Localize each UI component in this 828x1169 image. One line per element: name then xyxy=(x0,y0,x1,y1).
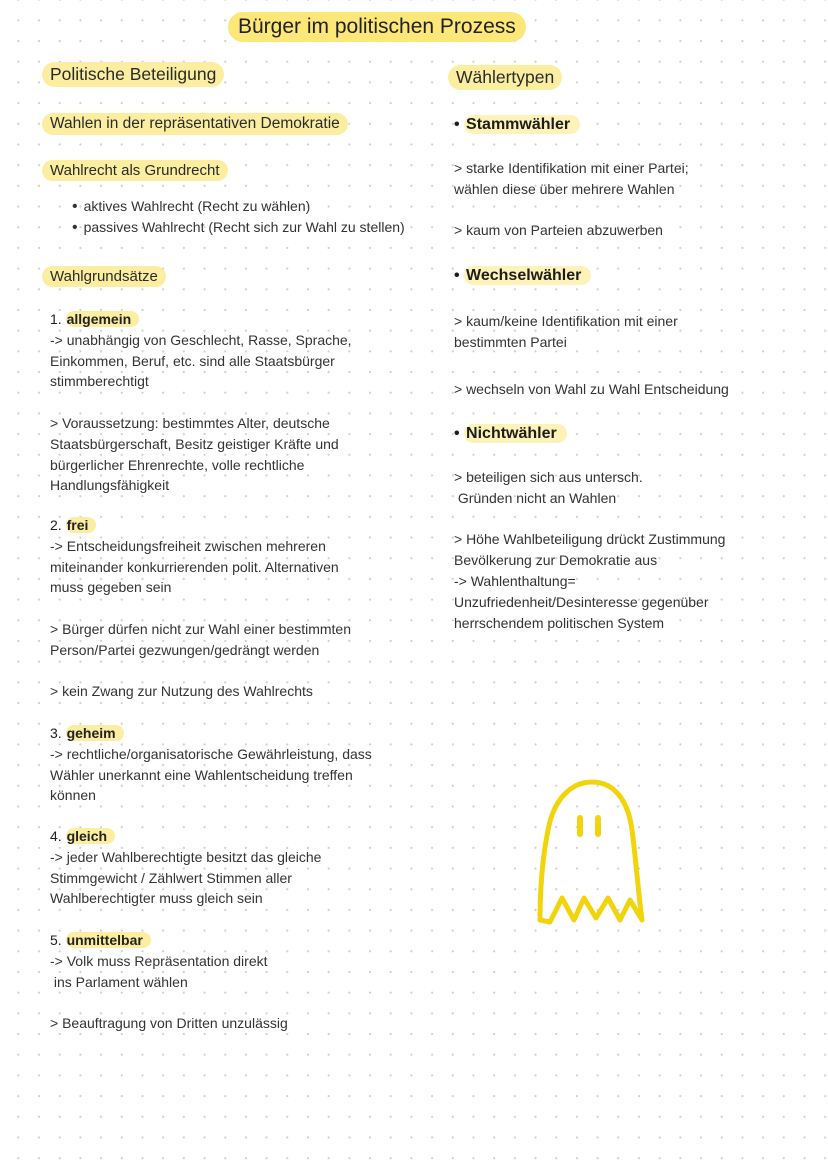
text-line: miteinander konkurrierenden polit. Alternativen xyxy=(50,558,339,575)
waehlertyp-nichtwaehler xyxy=(454,425,794,633)
text-line: > kaum von Parteien abzuwerben xyxy=(454,222,663,239)
text-line: Stimmgewicht / Zählwert Stimmen aller xyxy=(50,869,292,886)
grundsatz-title: 5. unmittelbar xyxy=(50,930,430,951)
text-line: > Beauftragung von Dritten unzulässig xyxy=(50,1015,288,1032)
text-line: -> rechtliche/organisatorische Gewährleistung, dass xyxy=(50,745,372,762)
text-line: herrschendem politischen System xyxy=(454,614,665,631)
text-line xyxy=(50,661,430,682)
heading-wahlgrundsaetze: Wahlgrundsätze xyxy=(42,266,166,287)
text-line xyxy=(454,509,794,530)
text-line: Wahlberechtigter muss gleich sein xyxy=(50,890,263,907)
heading-wahlrecht-grundrecht: Wahlrecht als Grundrecht xyxy=(42,160,228,181)
waehlertyp-title: • Nichtwähler xyxy=(454,425,794,443)
page-title: Bürger im politischen Prozess xyxy=(228,12,526,42)
text-line: -> jeder Wahlberechtigte besitzt das gleiche xyxy=(50,848,322,865)
text-line xyxy=(454,200,794,221)
text-line: Staatsbürgerschaft, Besitz geistiger Kräfte und xyxy=(50,435,339,452)
text-line xyxy=(50,992,430,1013)
bullet-item: • aktives Wahlrecht (Recht zu wählen) xyxy=(72,196,405,217)
text-line: Person/Partei gezwungen/gedrängt werden xyxy=(50,641,320,658)
text-line: Einkommen, Beruf, etc. sind alle Staatsbürger xyxy=(50,352,335,369)
grundsatz-item-geheim xyxy=(50,723,430,806)
section-waehlertypen xyxy=(448,65,562,90)
grundsatz-title: 2. frei xyxy=(50,515,430,536)
ghost-outline xyxy=(540,782,642,922)
section-politische-beteiligung xyxy=(42,62,224,87)
text-line: Unzufriedenheit/Desinteresse gegenüber xyxy=(454,593,709,610)
bullet-item: • passives Wahlrecht (Recht sich zur Wahl zu stellen) xyxy=(72,217,405,238)
heading-waehlertypen: Wählertypen xyxy=(448,65,562,90)
grundsatz-title: 4. gleich xyxy=(50,826,430,847)
text-line xyxy=(454,353,794,379)
text-line: können xyxy=(50,787,96,804)
text-line: -> Wahlenthaltung= xyxy=(454,572,576,589)
text-line: bürgerlicher Ehrenrechte, volle rechtliche xyxy=(50,456,305,473)
text-line xyxy=(50,392,430,413)
grundsatz-title: 3. geheim xyxy=(50,723,430,744)
text-line: > Bürger dürfen nicht zur Wahl einer bestimmten xyxy=(50,620,352,637)
waehlertyp-title: • Wechselwähler xyxy=(454,267,794,285)
text-line: > Höhe Wahlbeteiligung drückt Zustimmung xyxy=(454,531,726,548)
grundsatz-item-gleich xyxy=(50,826,430,909)
section-wahlen xyxy=(42,113,348,135)
heading-wahlen-repraesentative-demokratie: Wahlen in der repräsentativen Demokratie xyxy=(42,113,348,135)
waehlertyp-stammwaehler xyxy=(454,116,794,241)
text-line: Gründen nicht an Wahlen xyxy=(454,489,617,506)
text-line: -> Entscheidungsfreiheit zwischen mehreren xyxy=(50,537,326,554)
text-line: Wähler unerkannt eine Wahlentscheidung treffen xyxy=(50,766,353,783)
section-wahlrecht xyxy=(42,160,228,181)
wahlrecht-bullet-list xyxy=(72,196,405,238)
text-line: wählen diese über mehrere Wahlen xyxy=(454,180,675,197)
text-line: muss gegeben sein xyxy=(50,579,172,596)
grundsatz-item-frei xyxy=(50,515,430,702)
text-line: -> unabhängig von Geschlecht, Rasse, Sprache, xyxy=(50,331,352,348)
grundsatz-item-allgemein xyxy=(50,309,430,496)
grundsatz-item-unmittelbar xyxy=(50,930,430,1034)
text-line: Handlungsfähigkeit xyxy=(50,477,170,494)
text-line xyxy=(50,598,430,619)
grundsatz-title: 1. allgemein xyxy=(50,309,430,330)
text-line: -> Volk muss Repräsentation direkt xyxy=(50,952,268,969)
text-line: > Voraussetzung: bestimmtes Alter, deutsche xyxy=(50,414,330,431)
text-line: > wechseln von Wahl zu Wahl Entscheidung xyxy=(454,380,729,397)
text-line: ins Parlament wählen xyxy=(50,973,188,990)
text-line: > beteiligen sich aus untersch. xyxy=(454,469,643,485)
waehlertyp-wechselwaehler xyxy=(454,267,794,399)
text-line: > kein Zwang zur Nutzung des Wahlrechts xyxy=(50,683,313,700)
heading-politische-beteiligung: Politische Beteiligung xyxy=(42,62,224,87)
section-wahlgrundsaetze xyxy=(42,266,166,287)
text-line: Bevölkerung zur Demokratie aus xyxy=(454,552,658,569)
text-line: > starke Identifikation mit einer Partei; xyxy=(454,160,689,176)
text-line: stimmberechtigt xyxy=(50,373,149,390)
text-line: > kaum/keine Identifikation mit einer xyxy=(454,313,678,329)
ghost-doodle-icon xyxy=(530,770,650,930)
waehlertyp-title: • Stammwähler xyxy=(454,116,794,134)
text-line: bestimmten Partei xyxy=(454,333,567,350)
